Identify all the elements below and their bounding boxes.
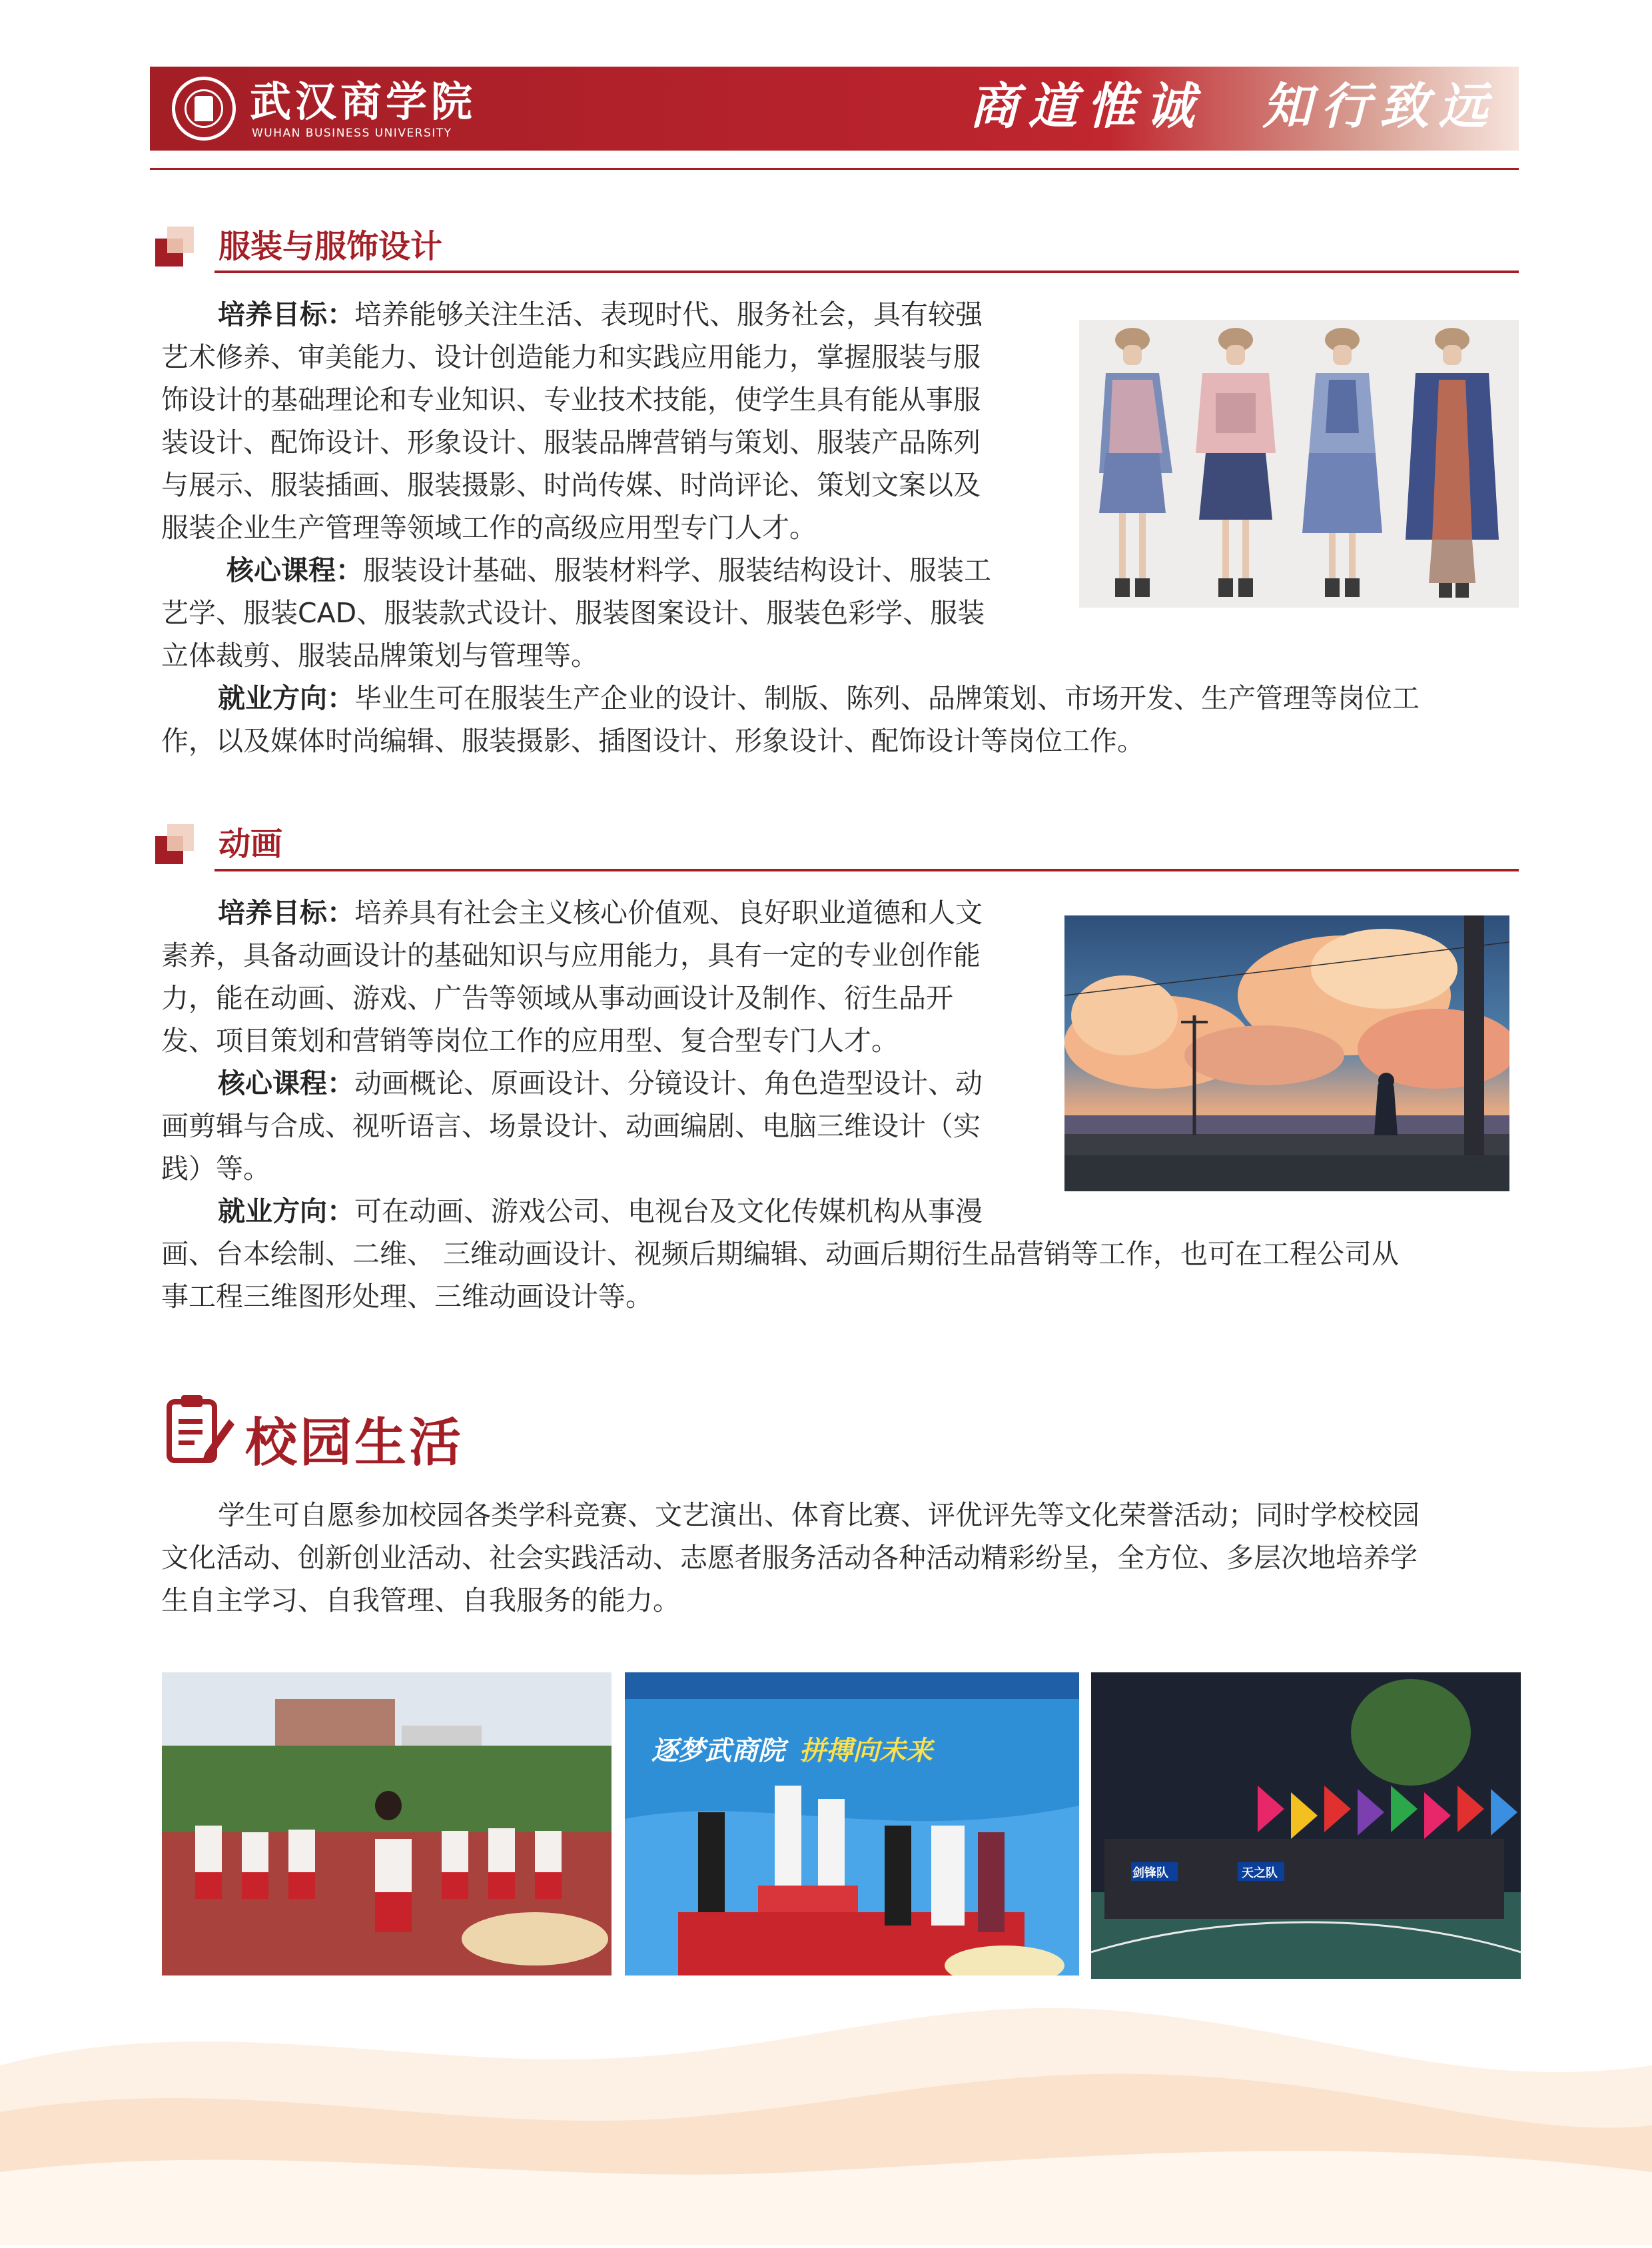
goal-label: 培养目标：: [218, 298, 354, 330]
text-line: 可在动画、游戏公司、电视台及文化传媒机构从事漫: [354, 1195, 983, 1227]
text-line: 画剪辑与合成、视听语言、场景设计、动画编剧、电脑三维设计（实: [161, 1110, 981, 1142]
team-sign: 剑锋队: [1132, 1866, 1168, 1880]
campus-photo-performance: [162, 1672, 612, 1975]
text-line: 与展示、服装插画、服装摄影、时尚传媒、时尚评论、策划文案以及: [161, 469, 981, 501]
job-label: 就业方向：: [218, 682, 354, 714]
animation-goal-paragraph: [161, 891, 1200, 1233]
course-label: 核心课程：: [218, 1067, 354, 1099]
text-line: 发、项目策划和营销等岗位工作的应用型、复合型专门人才。: [161, 1025, 899, 1057]
text-line: 艺术修养、审美能力、设计创造能力和实践应用能力，掌握服装与服: [161, 341, 981, 373]
text-line: 装设计、配饰设计、形象设计、服装品牌营销与策划、服装产品陈列: [161, 426, 981, 458]
text-line: 培养具有社会主义核心价值观、良好职业道德和人文: [354, 897, 983, 929]
text-line: 饰设计的基础理论和专业知识、专业技术技能，使学生具有能从事服: [161, 384, 981, 416]
text-line: 毕业生可在服装生产企业的设计、制版、陈列、品牌策划、市场开发、生产管理等岗位工: [354, 682, 1420, 714]
square-corner-icon: [155, 824, 195, 864]
text-line: 素养，具备动画设计的基础知识与应用能力，具有一定的专业创作能: [161, 939, 981, 971]
clipboard-pen-icon: [165, 1393, 234, 1467]
section-rule: [214, 869, 1519, 871]
text-line: 艺学、服装CAD、服装款式设计、服装图案设计、服装色彩学、服装: [161, 597, 985, 629]
university-seal-icon: [172, 77, 236, 141]
text-line: 画、台本绘制、二维、 三维动画设计、视频后期编辑、动画后期衍生品营销等工作，也可在工程公司从: [161, 1238, 1400, 1270]
section-rule: [214, 271, 1519, 273]
text-line: 动画概论、原画设计、分镜设计、角色造型设计、动: [354, 1067, 983, 1099]
text-line: 文化活动、创新创业活动、社会实践活动、志愿者服务活动各种活动精彩纷呈，全方位、多层次地培养学: [161, 1542, 1418, 1574]
section-title-fashion: 服装与服饰设计: [218, 228, 443, 265]
fashion-job-paragraph: [161, 677, 1520, 762]
text-line: 立体裁剪、服装品牌策划与管理等。: [161, 640, 598, 672]
text-line: 力，能在动画、游戏、广告等领域从事动画设计及制作、衍生品开: [161, 982, 953, 1014]
banner-slogan-right: 拼搏向未来: [799, 1736, 933, 1766]
goal-label: 培养目标：: [218, 897, 354, 929]
campus-photo-awards: [625, 1672, 1079, 1975]
course-label: 核心课程：: [226, 554, 363, 586]
header-divider: [150, 168, 1519, 170]
campus-life-title: 校园生活: [245, 1413, 464, 1473]
team-sign: 天之队: [1242, 1866, 1278, 1880]
text-line: 事工程三维图形处理、三维动画设计等。: [161, 1281, 653, 1313]
university-name-en: WUHAN BUSINESS UNIVERSITY: [252, 127, 452, 140]
university-name-cn: 武汉商学院: [250, 77, 477, 126]
text-line: 服装设计基础、服装材料学、服装结构设计、服装工: [363, 554, 991, 586]
animation-scene-image: [1064, 915, 1509, 1191]
text-line: 服装企业生产管理等领域工作的高级应用型专门人才。: [161, 512, 817, 544]
job-label: 就业方向：: [218, 1195, 354, 1227]
university-motto: 商道惟诚 知行致远: [969, 78, 1497, 135]
square-corner-icon: [155, 227, 195, 267]
text-line: 学生可自愿参加校园各类学科竞赛、文艺演出、体育比赛、评优评先等文化荣誉活动；同时学校校园: [218, 1499, 1420, 1531]
animation-job-continuation: [161, 1233, 1520, 1318]
text-line: 生自主学习、自我管理、自我服务的能力。: [161, 1584, 680, 1616]
campus-life-paragraph: [161, 1494, 1520, 1622]
campus-photo-teams-night: [1091, 1672, 1521, 1979]
fashion-goal-paragraph: [161, 293, 1200, 677]
text-line: 作，以及媒体时尚编辑、服装摄影、插图设计、形象设计、配饰设计等岗位工作。: [161, 725, 1144, 757]
decorative-wave: [0, 1985, 1652, 2245]
fashion-illustration-image: [1079, 320, 1519, 608]
banner-slogan-left: 逐梦武商院: [651, 1736, 785, 1766]
text-line: 践）等。: [161, 1153, 270, 1185]
text-line: 培养能够关注生活、表现时代、服务社会，具有较强: [354, 298, 983, 330]
section-title-animation: 动画: [218, 826, 283, 863]
